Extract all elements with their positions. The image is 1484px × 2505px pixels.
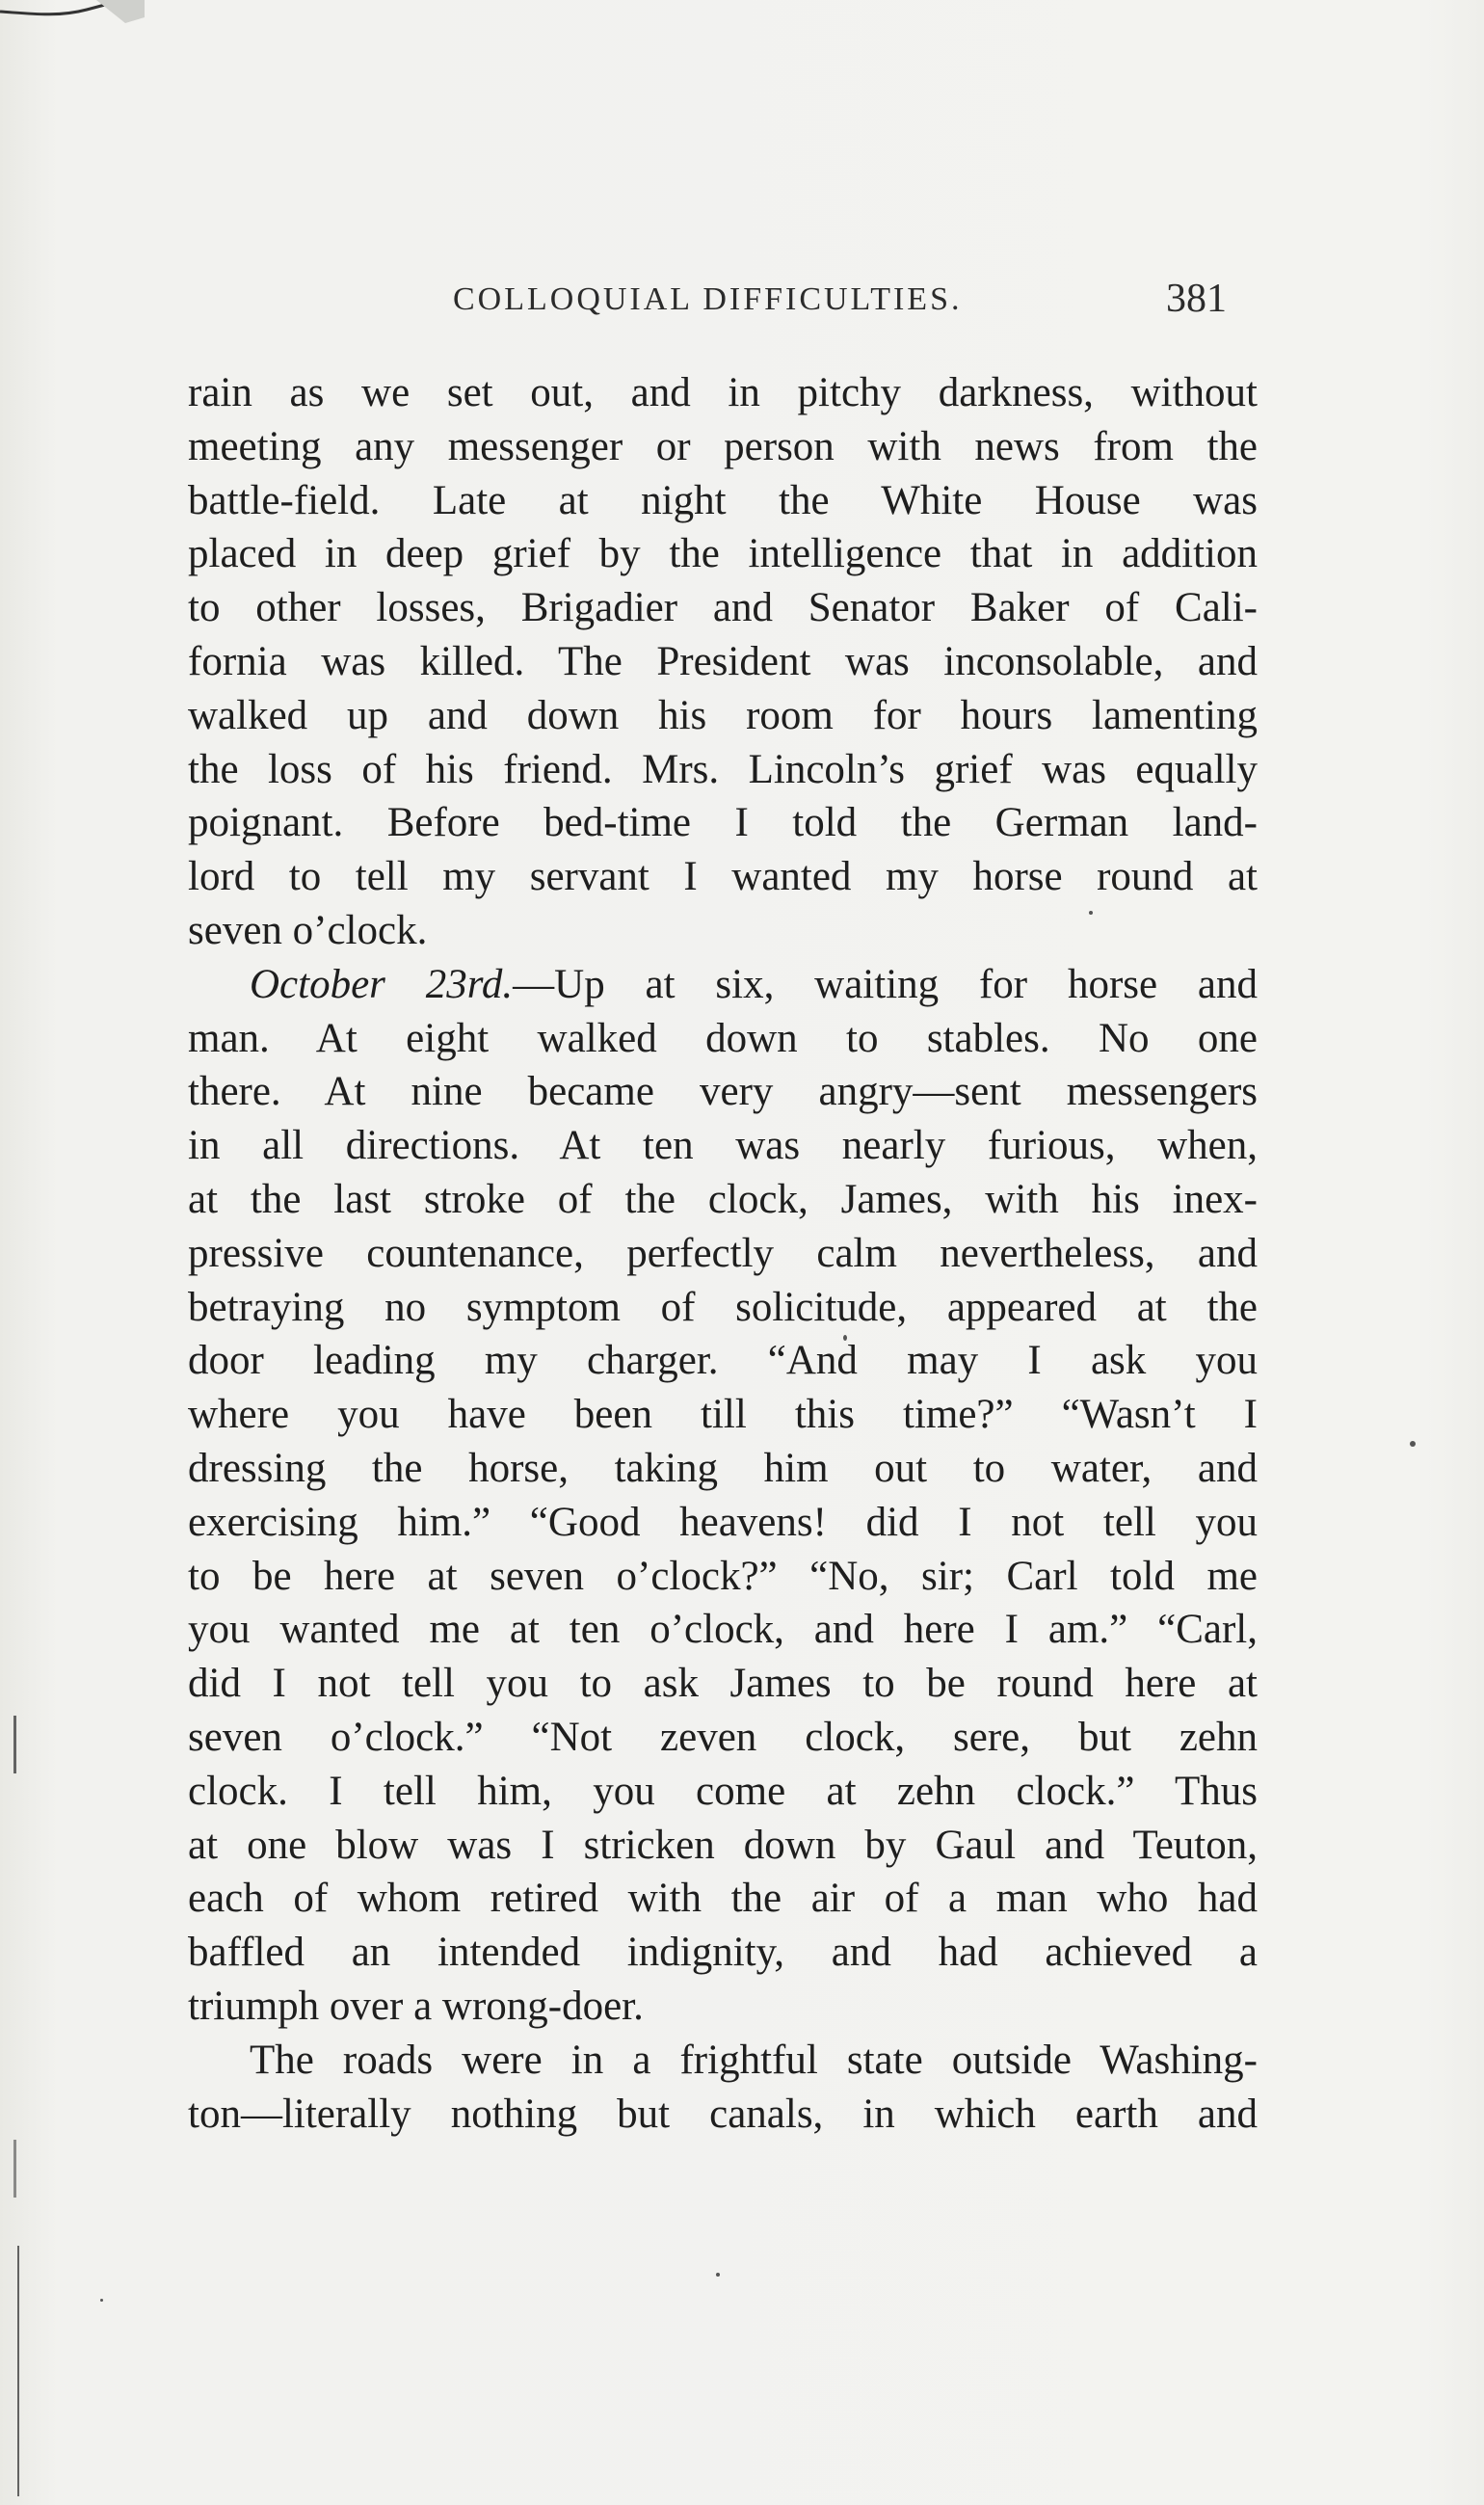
text-line: at one blow was I stricken down by Gaul and Teuton, bbox=[188, 1822, 1258, 1868]
running-head: COLLOQUIAL DIFFICULTIES. bbox=[453, 281, 963, 317]
text-line: meeting any messenger or person with news from the bbox=[188, 423, 1258, 469]
text-line: seven o’clock.” “Not zeven clock, sere, but zehn bbox=[188, 1714, 1258, 1760]
text-line: lord to tell my servant I wanted my horse round at bbox=[188, 854, 1258, 900]
text-line: man. At eight walked down to stables. No one bbox=[188, 1015, 1258, 1061]
text-line: to other losses, Brigadier and Senator Baker of Cali- bbox=[188, 585, 1258, 631]
text-line: you wanted me at ten o’clock, and here I am.” “Carl, bbox=[188, 1607, 1258, 1653]
text-line: poignant. Before bed-time I told the German land- bbox=[188, 800, 1258, 846]
text-line: placed in deep grief by the intelligence that in addition bbox=[188, 531, 1258, 577]
page-number: 381 bbox=[1166, 277, 1227, 321]
paper-speck bbox=[100, 2299, 103, 2302]
text-line: where you have been till this time?” “Wasn’t I bbox=[188, 1392, 1258, 1438]
text-line: clock. I tell him, you come at zehn clock.” Thus bbox=[188, 1768, 1258, 1814]
text-line: battle-field. Late at night the White House was bbox=[188, 477, 1258, 523]
paper-speck bbox=[1410, 1441, 1416, 1447]
torn-corner-mark bbox=[0, 0, 145, 29]
text-line: ton—literally nothing but canals, in which earth and bbox=[188, 2091, 1258, 2137]
text-line: betraying no symptom of solicitude, appeared at the bbox=[188, 1284, 1258, 1330]
text-line: pressive countenance, perfectly calm nevertheless, and bbox=[188, 1230, 1258, 1276]
text-line: fornia was killed. The President was inconsolable, and bbox=[188, 638, 1258, 684]
text-line: baffled an intended indignity, and had achieved a bbox=[188, 1930, 1258, 1976]
text-line: the loss of his friend. Mrs. Lincoln’s grief was equally bbox=[188, 746, 1258, 792]
text-line: door leading my charger. “And may I ask you bbox=[188, 1338, 1258, 1384]
text-line: at the last stroke of the clock, James, with his inex- bbox=[188, 1176, 1258, 1222]
binding-edge-mark bbox=[13, 1716, 16, 1773]
text-line: The roads were in a frightful state outside Washing- bbox=[250, 2037, 1258, 2083]
text-line: triumph over a wrong-doer. bbox=[188, 1983, 644, 2029]
text-line bbox=[188, 958, 1258, 1012]
body-text bbox=[188, 366, 1258, 2141]
text-line: rain as we set out, and in pitchy darkness, without bbox=[188, 370, 1258, 415]
entry-text: —Up at six, waiting for horse and bbox=[513, 961, 1259, 1007]
page-header bbox=[0, 272, 1484, 330]
text-line: to be here at seven o’clock?” “No, sir; Carl told me bbox=[188, 1553, 1258, 1599]
binding-edge-mark bbox=[13, 2140, 16, 2198]
text-line: did I not tell you to ask James to be round here at bbox=[188, 1661, 1258, 1707]
entry-date: October 23rd. bbox=[250, 961, 514, 1007]
text-line: there. At nine became very angry—sent messengers bbox=[188, 1069, 1258, 1115]
text-line: in all directions. At ten was nearly furious, when, bbox=[188, 1123, 1258, 1169]
binding-edge-mark bbox=[17, 2246, 19, 2496]
text-line: exercising him.” “Good heavens! did I not tell you bbox=[188, 1499, 1258, 1545]
text-line: walked up and down his room for hours lamenting bbox=[188, 692, 1258, 738]
paper-speck bbox=[716, 2273, 720, 2277]
text-line: seven o’clock. bbox=[188, 907, 428, 953]
text-line: dressing the horse, taking him out to water, and bbox=[188, 1445, 1258, 1491]
text-line: each of whom retired with the air of a man who had bbox=[188, 1876, 1258, 1922]
